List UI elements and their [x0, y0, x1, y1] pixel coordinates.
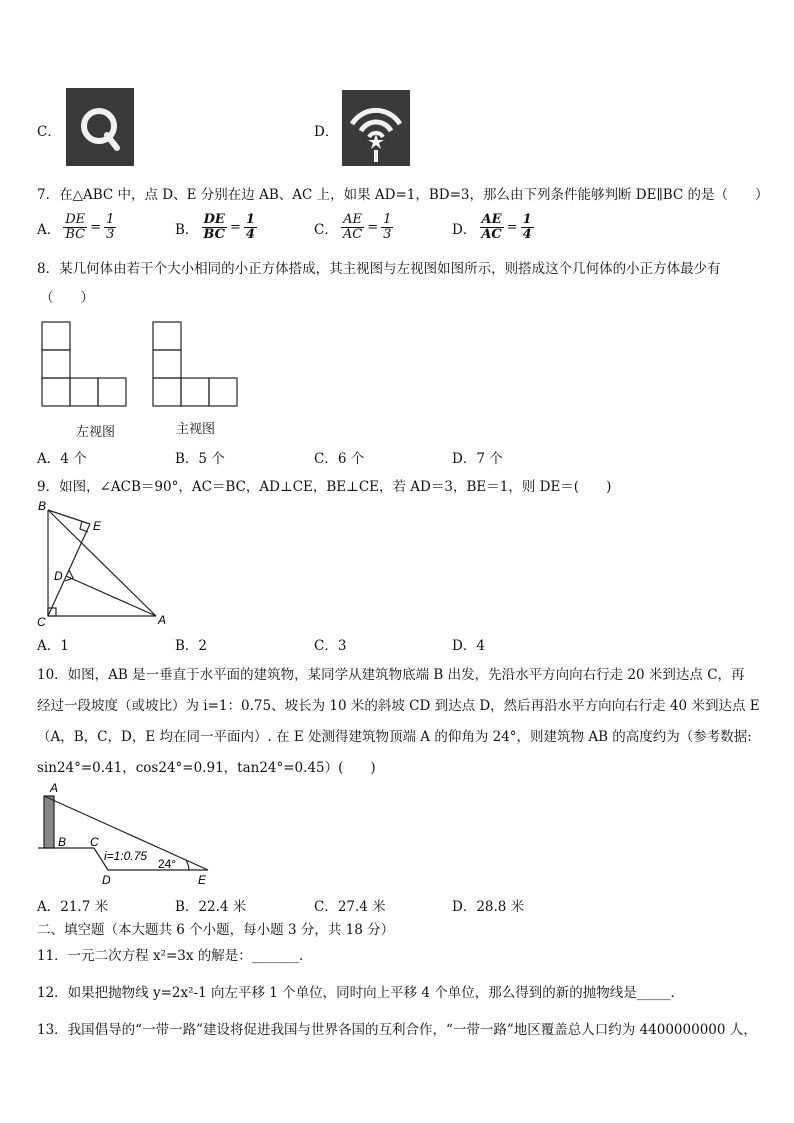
q7-c-rnum: 1	[383, 212, 392, 227]
q7-b-num: DE	[203, 212, 225, 227]
q8-option-c: C．6 个	[314, 451, 365, 467]
q10-option-a: A．21.7 米	[37, 899, 109, 915]
q7-c-den: AC	[342, 227, 363, 242]
q9-triangle-figure	[36, 498, 176, 630]
q10-option-b: B．22.4 米	[175, 899, 247, 915]
q10-line2: 经过一段坡度（或坡比）为 i=1：0.75、坡长为 10 米的斜坡 CD 到达点 D，然后再沿水平方向向右行走 40 米到达点 E	[37, 698, 760, 714]
q10-option-c: C．27.4 米	[314, 899, 386, 915]
q7-option-d-label: D．	[452, 221, 477, 238]
q9-option-a: A．1	[37, 638, 69, 654]
q7-option-c-label: C．	[314, 221, 338, 238]
q7-d-den: AC	[481, 227, 502, 242]
q6-option-c-label: C．	[37, 124, 61, 140]
q10-line4: sin24°=0.41，cos24°=0.91，tan24°=0.45）( )	[37, 760, 376, 776]
q8-front-view-caption: 主视图	[176, 421, 216, 436]
q7-b-rden: 4	[245, 227, 255, 242]
q10-label-e: E	[198, 873, 207, 887]
q10-slope-label: i=1:0.75	[104, 849, 148, 863]
q9-label-e: E	[93, 519, 102, 533]
q7-a-num: DE	[65, 212, 86, 227]
section2-title: 二、填空题（本大题共 6 个小题，每小题 3 分，共 18 分）	[37, 922, 395, 938]
q6-option-c-image	[66, 88, 134, 166]
q12-text: 12．如果把抛物线 y=2x²-1 向左平移 1 个单位，同时向上平移 4 个单位，那么得到的新的抛物线是_____．	[37, 985, 685, 1001]
q8-option-a: A．4 个	[37, 451, 87, 467]
q7-a-rden: 3	[106, 227, 115, 242]
q8-option-b: B．5 个	[175, 451, 225, 467]
q7-b-eq: =	[230, 220, 241, 235]
q9-label-c: C	[37, 615, 46, 629]
q10-option-d: D．28.8 米	[452, 899, 525, 915]
q11-text: 11．一元二次方程 x²=3x 的解是：_______．	[37, 948, 313, 964]
q9-option-c: C．3	[314, 638, 347, 654]
q8-left-view-figure	[40, 320, 132, 408]
q7-d-num: AE	[481, 212, 502, 227]
q7-option-a	[37, 213, 116, 242]
q7-c-rden: 3	[383, 227, 392, 242]
q9-option-b: B．2	[175, 638, 208, 654]
q9-label-b: B	[38, 499, 47, 513]
q7-option-b	[175, 213, 257, 242]
q9-label-d: D	[54, 569, 63, 583]
q10-line1: 10．如图，AB 是一垂直于水平面的建筑物，某同学从建筑物底端 B 出发，先沿水平方向向右行走 20 米到达点 C，再	[37, 667, 745, 683]
q9-label-a: A	[158, 613, 167, 627]
q10-label-b: B	[58, 835, 67, 849]
q10-label-a: A	[50, 781, 59, 795]
q8-left-view-caption: 左视图	[76, 424, 116, 439]
q10-building-figure	[36, 780, 216, 888]
q10-line3: （A，B，C，D，E 均在同一平面内）. 在 E 处测得建筑物顶端 A 的仰角为 24°，则建筑物 AB 的高度约为（参考数据:	[37, 729, 752, 745]
q9-option-d: D．4	[452, 638, 485, 654]
q7-a-rnum: 1	[106, 212, 115, 227]
q7-d-rnum: 1	[522, 212, 532, 227]
q7-option-d	[452, 213, 534, 242]
q7-b-rnum: 1	[245, 212, 255, 227]
q8-front-view-figure	[151, 320, 243, 408]
q8-option-d: D．7 个	[452, 451, 503, 467]
q7-a-den: BC	[65, 227, 86, 242]
q7-d-eq: =	[506, 220, 518, 235]
q7-a-eq: =	[90, 220, 102, 235]
q7-c-num: AE	[343, 212, 362, 227]
q10-label-d: D	[102, 873, 111, 887]
q10-angle-label: 24°	[158, 857, 177, 871]
q7-d-rden: 4	[522, 227, 532, 242]
q7-stem: 7．在△ABC 中，点 D、E 分别在边 AB、AC 上，如果 AD=1，BD=3，那么由下列条件能够判断 DE∥BC 的是（ ）	[37, 187, 769, 203]
q8-stem-line2: （ ）	[40, 290, 94, 306]
q6-option-d-label: D．	[314, 124, 339, 140]
q6-option-d-image	[342, 90, 410, 166]
q13-text: 13．我国倡导的“一带一路”建设将促进我国与世界各国的互利合作，“一带一路”地区覆盖总人口约为 4400000000 人，	[37, 1022, 757, 1038]
q7-option-c	[314, 213, 393, 242]
q7-option-a-label: A．	[37, 221, 61, 238]
q8-stem-line1: 8．某几何体由若干个大小相同的小正方体搭成，其主视图与左视图如图所示，则搭成这个几何体的小正方体最少有	[37, 261, 721, 277]
q7-c-eq: =	[367, 220, 379, 235]
q10-label-c: C	[90, 835, 99, 849]
q7-b-den: BC	[203, 227, 225, 242]
q7-option-b-label: B．	[175, 221, 199, 238]
q9-stem: 9．如图，∠ACB＝90°，AC＝BC，AD⊥CE，BE⊥CE，若 AD＝3，BE＝1，则 DE＝( )	[37, 479, 612, 495]
